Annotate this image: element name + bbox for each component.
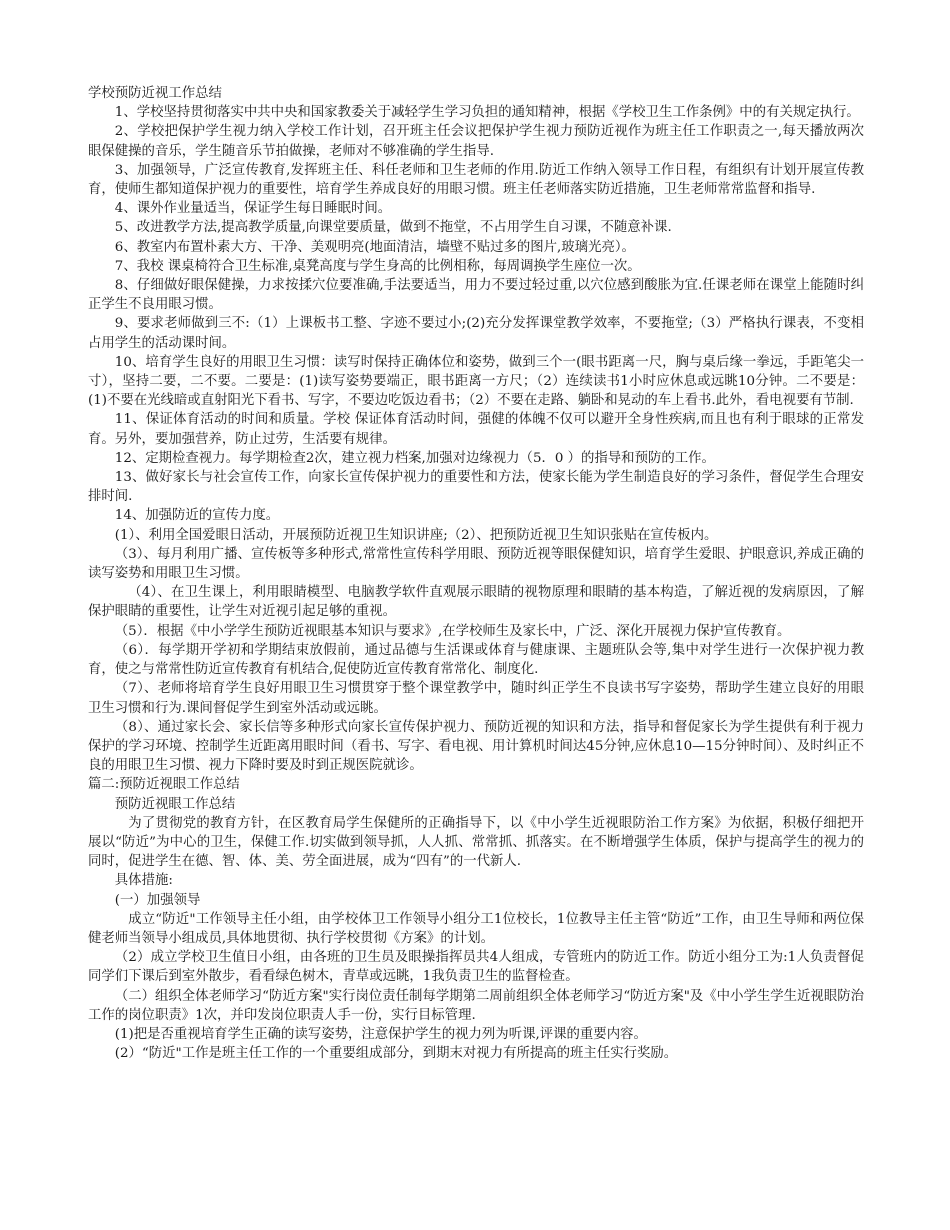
paragraph: 7、我校 课桌椅符合卫生标准,桌凳高度与学生身高的比例相称，每周调换学生座位一次。	[114, 258, 641, 274]
paragraph: （7）、老师将培育学生良好用眼卫生习惯贯穿于整个课堂教学中，随时纠正学生不良读书写字姿势，帮助学生建立良好的用眼卫生习惯和行为.课间督促学生到室外活动或远眺。	[88, 681, 864, 716]
paragraph: 5、改进教学方法,提高教学质量,向课堂要质量，做到不拖堂，不占用学生自习课，不随意补课.	[114, 220, 672, 236]
paragraph: 9、要求老师做到三不:（1）上课板书工整、字迹不要过小;(2)充分发挥课堂教学效率，不要拖堂;（3）严格执行课表，不变相占用学生的活动课时间。	[88, 316, 864, 351]
paragraph: (一）加强领导	[114, 892, 201, 908]
section-2	[88, 775, 864, 1063]
paragraph: 4、课外作业量适当，保证学生每日睡眠时间。	[114, 201, 392, 217]
paragraph: 14、加强防近的宣传力度。	[114, 508, 280, 524]
paragraph: (1)把是否重视培育学生正确的读写姿势，注意保护学生的视力列为听课,评课的重要内容。	[114, 1026, 647, 1042]
paragraph: 成立“防近"工作领导主任小组，由学校体卫工作领导小组分工1位校长，1位教导主任主管“防近”工作，由卫生导师和两位保健老师当领导小组成员,具体地贯彻、执行学校贯彻《方案》的计划。	[88, 911, 864, 946]
paragraph: （6）．每学期开学初和学期结束放假前，通过品德与生活课或体育与健康课、主题班队会等,集中对学生进行一次保护视力教育，使之与常常性防近宣传教育有机结合,促使防近宣传教育常常化、制度化.	[88, 642, 864, 678]
paragraph: 11、保证体育活动的时间和质量。学校 保证体育活动时间，强健的体魄不仅可以避开全身性疾病,而且也有利于眼球的正常发育。另外，要加强营养，防止过劳，生活要有规律。	[88, 412, 864, 447]
section-subtitle: 预防近视眼工作总结	[114, 796, 236, 812]
paragraph: 13、做好家长与社会宣传工作，向家长宣传保护视力的重要性和方法，使家长能为学生制造良好的学习条件，督促学生合理安排时间.	[88, 470, 864, 505]
section-heading: 篇二:预防近视眼工作总结	[88, 777, 240, 793]
paragraph: （2）成立学校卫生值日小组，由各班的卫生员及眼操指挥员共4人组成，专管班内的防近工作。防近小组分工为:1人负责督促同学们下课后到室外散步，看看绿色树木，青草或远眺，1我负责卫生的监督检查。	[88, 950, 864, 985]
paragraph: 为了贯彻党的教育方针，在区教育局学生保健所的正确指导下，以《中小学生近视眼防治工作方案》为依据，积极仔细把开展以“防近”为中心的卫生，保健工作.切实做到领导抓，人人抓、常常抓、抓落实。在不断增强学生体质，保护与提高学生的视力的同时，促进学生在德、智、体、美、劳全面进展，成为“四有”的一代新人.	[88, 815, 864, 870]
paragraph: 12、定期检查视力。每学期检查2次，建立视力档案,加强对边缘视力（5．0 ）的指导和预防的工作。	[114, 450, 715, 466]
section-1-body	[88, 103, 864, 775]
paragraph: （二）组织全体老师学习“防近方案"实行岗位责任制每学期第二周前组织全体老师学习“防近方案"及《中小学生学生近视眼防治工作的岗位职责》1次，并印发岗位职责人手一份，实行目标管理.	[88, 988, 864, 1023]
document-title: 学校预防近视工作总结	[88, 86, 222, 101]
paragraph: 具体措施:	[114, 873, 173, 889]
paragraph: （3）、每月利用广播、宣传板等多种形式,常常性宣传科学用眼、预防近视等眼保健知识，培育学生爱眼、护眼意识,养成正确的读写姿势和用眼卫生习惯。	[88, 546, 864, 582]
paragraph: (1）、利用全国爱眼日活动，开展预防近视卫生知识讲座;（2）、把预防近视卫生知识张贴在宣传板内。	[114, 527, 718, 543]
paragraph: 10、培育学生良好的用眼卫生习惯：读写时保持正确体位和姿势，做到三个一(眼书距离一尺，胸与桌后缘一拳远，手距笔尖一寸），坚持二要，二不要。二要是：(1)读写姿势要端正，眼书距离一方尺；（2）连续读书1小时应休息或远眺10分钟。二不要是：(1)不要在光线暗或直射阳光下看书、写字，不要边吃饭边看书；（2）不要在走路、躺卧和晃动的车上看书.此外，看电视要有节制.	[88, 354, 864, 409]
paragraph: 2、学校把保护学生视力纳入学校工作计划，召开班主任会议把保护学生视力预防近视作为班主任工作职责之一,每天播放两次眼保健操的音乐，学生随音乐节拍做操，老师对不够准确的学生指导.	[88, 124, 864, 159]
paragraph: 6、教室内布置朴素大方、干净、美观明亮(地面清洁，墙壁不贴过多的图片,玻璃光亮）。	[114, 239, 635, 255]
paragraph: 8、仔细做好眼保健操，力求按揉穴位要准确,手法要适当，用力不要过轻过重,以穴位感到酸胀为宜.任课老师在课堂上能随时纠正学生不良用眼习惯。	[88, 278, 864, 313]
paragraph: (2）“防近"工作是班主任工作的一个重要组成部分，到期末对视力有所提高的班主任实行奖励。	[114, 1046, 678, 1062]
paragraph: （5）．根据《中小学学生预防近视眼基本知识与要求》,在学校师生及家长中，广泛、深化开展视力保护宣传教育。	[114, 623, 791, 639]
paragraph: （8）、通过家长会、家长信等多种形式向家长宣传保护视力、预防近视的知识和方法，指导和督促家长为学生提供有利于视力保护的学习环境、控制学生近距离用眼时间（看书、写字、看电视、用计算机时间达45分钟,应休息10—15分钟时间）、及时纠正不良的用眼卫生习惯、视力下降时要及时到正规医院就诊。	[88, 719, 864, 774]
paragraph: 1、学校坚持贯彻落实中共中央和国家教委关于减轻学生学习负担的通知精神，根据《学校卫生工作条例》中的有关规定执行。	[114, 105, 860, 121]
paragraph: 3、加强领导，广泛宣传教育,发挥班主任、科任老师和卫生老师的作用.防近工作纳入领导工作日程，有组织有计划开展宣传教育，使师生都知道保护视力的重要性，培育学生养成良好的用眼习惯。班主任老师落实防近措施，卫生老师常常监督和指导.	[88, 162, 864, 198]
paragraph: （4）、在卫生课上，利用眼睛模型、电脑教学软件直观展示眼睛的视物原理和眼睛的基本构造，了解近视的发病原因，了解保护眼睛的重要性，让学生对近视引起足够的重视。	[88, 585, 864, 620]
